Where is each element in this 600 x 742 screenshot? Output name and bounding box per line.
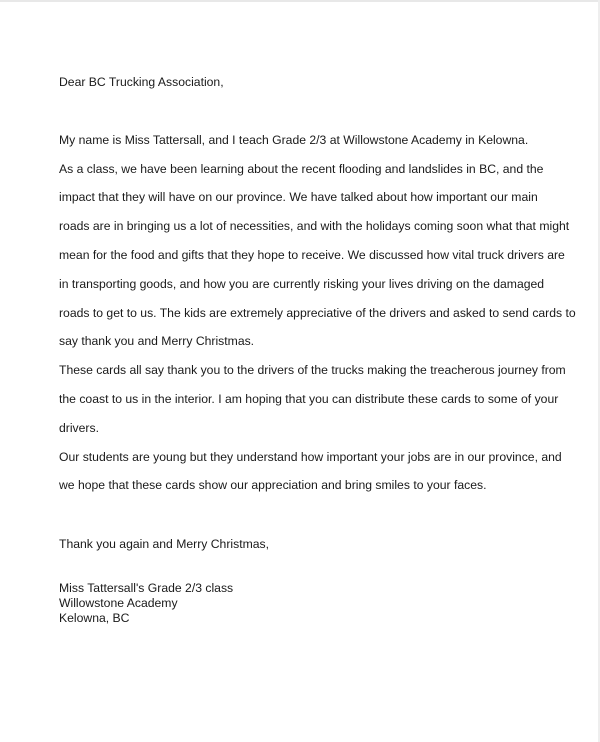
signature-line: Willowstone Academy [59,596,178,610]
signature-line: Kelowna, BC [59,611,130,625]
body-line: As a class, we have been learning about the recent flooding and landslides in BC, and the [59,162,544,176]
body-line: the coast to us in the interior. I am hoping that you can distribute these cards to some of your [59,392,559,406]
body-line: say thank you and Merry Christmas. [59,334,255,348]
body-line: Our students are young but they understand how important your jobs are in our province, and [59,450,562,464]
body-line: drivers. [59,421,99,435]
closing: Thank you again and Merry Christmas, [59,537,269,551]
signature-line: Miss Tattersall's Grade 2/3 class [59,581,234,595]
body-line: in transporting goods, and how you are currently risking your lives driving on the damaged [59,277,545,291]
body-line: My name is Miss Tattersall, and I teach Grade 2/3 at Willowstone Academy in Kelowna. [59,133,529,147]
body-line: mean for the food and gifts that they hope to receive. We discussed how vital truck drivers are [59,248,565,262]
body-line: These cards all say thank you to the drivers of the trucks making the treacherous journey from [59,363,566,377]
salutation: Dear BC Trucking Association, [59,75,224,89]
body-line: roads to get to us. The kids are extremely appreciative of the drivers and asked to send cards to [59,306,576,320]
body-line: we hope that these cards show our appreciation and bring smiles to your faces. [59,478,487,492]
body-line: impact that they will have on our province. We have talked about how important our main [59,190,538,204]
scan-edge-top [0,0,600,2]
body-line: roads are in bringing us a lot of necessities, and with the holidays coming soon what that might [59,219,570,233]
